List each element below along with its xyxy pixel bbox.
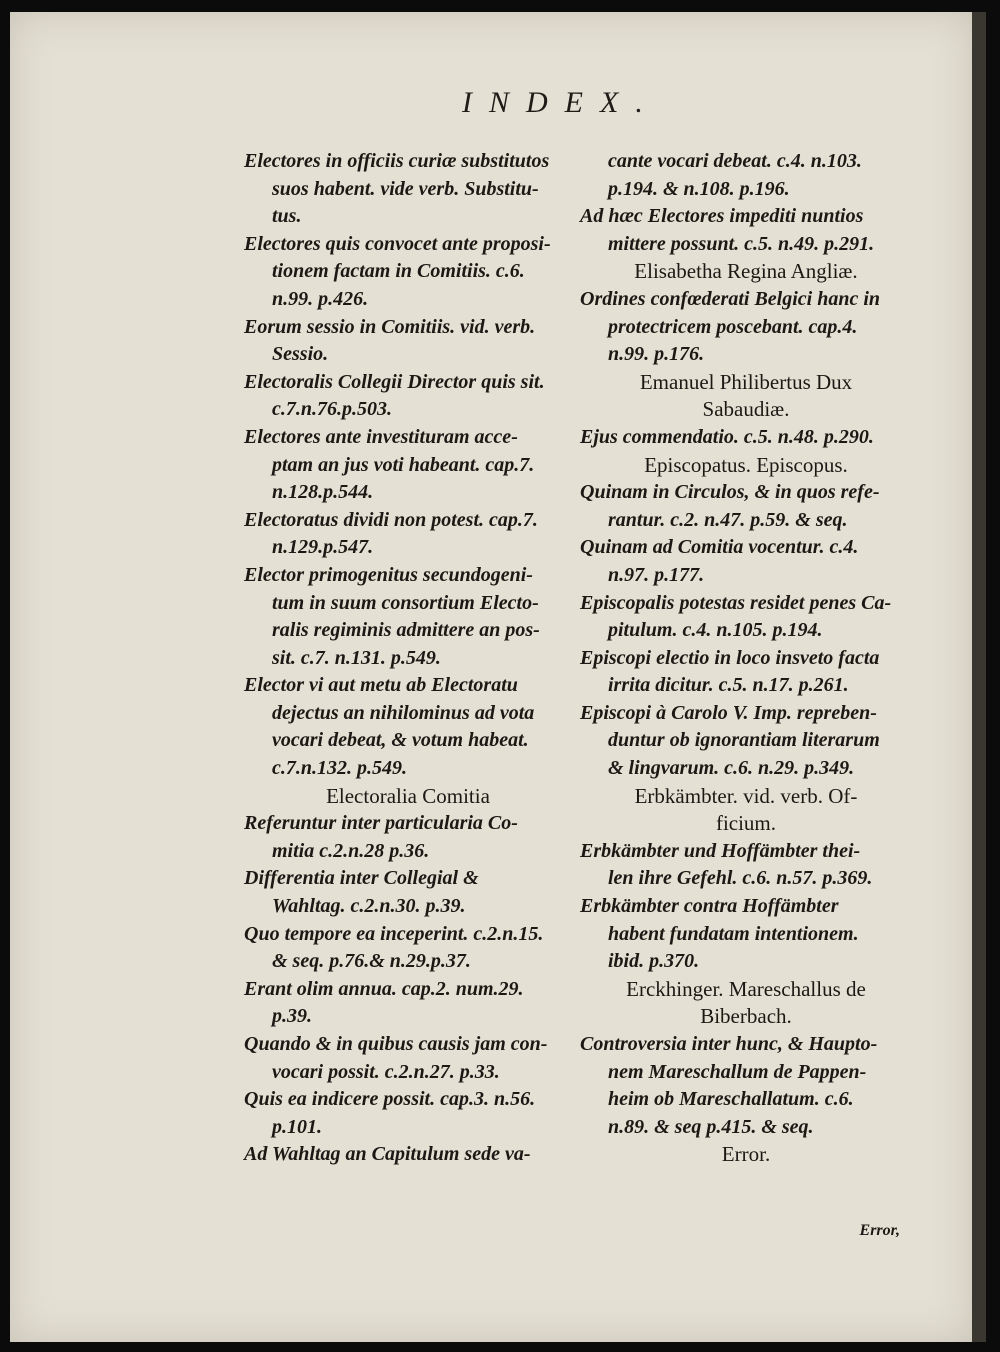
index-heading: Biberbach.	[700, 1004, 792, 1029]
index-line: irrita dicitur. c.5. n.17. p.261.	[608, 674, 849, 697]
index-line: tus.	[272, 205, 302, 228]
index-line: n.128.p.544.	[272, 481, 374, 504]
index-line: Erbkämbter contra Hoffämbter	[580, 895, 839, 918]
index-line: rantur. c.2. n.47. p.59. & seq.	[608, 508, 848, 531]
index-column-right	[580, 148, 912, 1169]
index-line: suos habent. vide verb. Substitu-	[272, 177, 539, 200]
index-line: Ad Wahltag an Capitulum sede va-	[244, 1143, 531, 1166]
index-heading: Erckhinger. Mareschallus de	[626, 976, 866, 1001]
index-line: c.7.n.132. p.549.	[272, 757, 407, 780]
index-line: Sessio.	[272, 343, 329, 366]
index-heading: Sabaudiæ.	[702, 397, 790, 422]
index-line: Quinam in Circulos, & in quos refe-	[580, 481, 880, 504]
index-line: mitia c.2.n.28 p.36.	[272, 839, 430, 862]
index-heading: Elisabetha Regina Angliæ.	[634, 259, 858, 284]
index-line: p.39.	[272, 1005, 312, 1028]
index-line: & seq. p.76.& n.29.p.37.	[272, 950, 471, 973]
index-line: Erbkämbter und Hoffämbter thei-	[580, 839, 861, 862]
index-heading: Electoralia Comitia	[326, 783, 490, 808]
index-line: Elector vi aut metu ab Electoratu	[244, 674, 518, 697]
index-line: p.194. & n.108. p.196.	[608, 177, 790, 200]
index-line: n.99. p.176.	[608, 343, 705, 366]
index-line: vocari debeat, & votum habeat.	[272, 729, 529, 752]
index-line: Eorum sessio in Comitiis. vid. verb.	[244, 315, 536, 338]
index-line: Quando & in quibus causis jam con-	[244, 1033, 548, 1055]
index-line: duntur ob ignorantiam literarum	[608, 729, 880, 752]
index-line: sit. c.7. n.131. p.549.	[272, 646, 441, 669]
catchword: Error,	[859, 1222, 900, 1239]
index-heading: ficium.	[715, 811, 777, 836]
index-line: mittere possunt. c.5. n.49. p.291.	[608, 232, 875, 255]
index-heading: Episcopatus. Episcopus.	[644, 452, 848, 477]
index-line: Differentia inter Collegial &	[244, 867, 479, 890]
index-line: Ad hæc Electores impediti nuntios	[580, 205, 864, 228]
index-line: Ejus commendatio. c.5. n.48. p.290.	[580, 425, 874, 448]
index-line: n.99. p.426.	[272, 287, 369, 310]
index-line: Quis ea indicere possit. cap.3. n.56.	[244, 1088, 536, 1111]
index-line: Electores in officiis curiæ substitutos	[244, 150, 550, 172]
index-line: Controversia inter hunc, & Haupto-	[580, 1033, 878, 1055]
index-line: vocari possit. c.2.n.27. p.33.	[272, 1060, 500, 1083]
index-heading: Error.	[721, 1142, 771, 1167]
index-column-left	[244, 148, 572, 1169]
index-heading: Erbkämbter. vid. verb. Of-	[634, 783, 858, 808]
index-line: ibid. p.370.	[608, 950, 700, 973]
index-line: Wahltag. c.2.n.30. p.39.	[272, 895, 466, 918]
index-line: n.89. & seq p.415. & seq.	[608, 1115, 814, 1138]
index-line: pitulum. c.4. n.105. p.194.	[608, 619, 823, 642]
index-line: habent fundatam intentionem.	[608, 922, 859, 945]
index-line: dejectus an nihilominus ad vota	[272, 701, 535, 724]
page-header: INDEX.	[462, 86, 660, 119]
index-line: Referuntur inter particularia Co-	[244, 812, 518, 835]
index-line: p.101.	[272, 1115, 322, 1138]
index-line: n.97. p.177.	[608, 563, 705, 586]
index-line: c.7.n.76.p.503.	[272, 398, 392, 421]
index-line: nem Mareschallum de Pappen-	[608, 1060, 867, 1083]
index-line: Electoratus dividi non potest. cap.7.	[244, 508, 538, 531]
index-line: & lingvarum. c.6. n.29. p.349.	[608, 757, 855, 780]
index-line: Episcopi electio in loco insveto facta	[580, 646, 880, 669]
index-line: Quinam ad Comitia vocentur. c.4.	[580, 536, 859, 559]
index-line: heim ob Mareschallatum. c.6.	[608, 1088, 854, 1111]
index-line: ralis regiminis admittere an pos-	[272, 619, 540, 642]
index-line: Quo tempore ea inceperint. c.2.n.15.	[244, 922, 544, 945]
index-line: len ihre Gefehl. c.6. n.57. p.369.	[608, 867, 873, 890]
index-line: Elector primogenitus secundogeni-	[244, 563, 533, 586]
index-line: Electores ante investituram acce-	[244, 425, 518, 448]
index-line: Electores quis convocet ante proposi-	[244, 232, 551, 255]
index-line: tionem factam in Comitiis. c.6.	[272, 260, 525, 283]
index-line: cante vocari debeat. c.4. n.103.	[608, 150, 862, 172]
index-line: ptam an jus voti habeant. cap.7.	[272, 453, 535, 476]
index-line: n.129.p.547.	[272, 536, 374, 559]
index-line: Episcopi à Carolo V. Imp. repreben-	[580, 701, 877, 724]
index-line: protectricem poscebant. cap.4.	[608, 315, 858, 338]
index-heading: Emanuel Philibertus Dux	[639, 369, 853, 394]
index-line: tum in suum consortium Electo-	[272, 591, 539, 614]
index-line: Ordines confœderati Belgici hanc in	[580, 287, 881, 310]
index-line: Electoralis Collegii Director quis sit.	[244, 370, 545, 393]
page-edge	[972, 12, 986, 1342]
index-line: Episcopalis potestas residet penes Ca-	[580, 591, 892, 614]
index-line: Erant olim annua. cap.2. num.29.	[244, 977, 524, 1000]
